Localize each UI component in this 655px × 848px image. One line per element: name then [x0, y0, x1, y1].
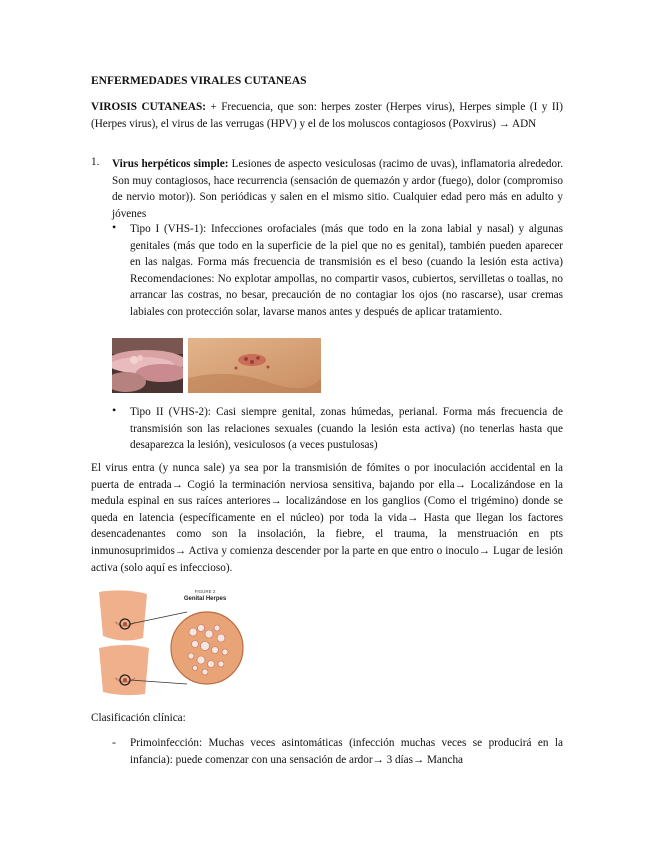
item1-lead: Virus herpéticos simple:	[112, 158, 229, 170]
intro-text: + Frecuencia, que son: herpes zoster (Herpes virus), Herpes simple (I y II) (Herpes virus), el virus de las verrugas (HPV) y el de los moluscos contagiosos (Poxvirus) → ADN	[91, 101, 564, 130]
list-number-1: 1.	[91, 156, 100, 168]
primo-paragraph: Primoinfección: Muchas veces asintomáticas (infección muchas veces se producirá en la infancia): puede comenzar con una sensación de ardor→ 3 días→ Mancha	[130, 737, 563, 766]
dash-primo: -	[112, 735, 116, 749]
tipo2-paragraph: Tipo II (VHS-2): Casi siempre genital, zonas húmedas, perianal. Forma más frecuencia de transmisión son las relaciones sexuales (cuando la lesión esta activa) (no tenerlas hasta que desaparezca la lesión), vesiculosos (a veces pustulosas)	[130, 406, 563, 452]
tipo1-paragraph: Tipo I (VHS-1): Infecciones orofaciales (más que todo en la zona labial y nasal) y algunas genitales (más que todo en la superficie de la piel que no es genital), también pueden aparecer en las nalgas. Forma más frecuencia de transmisión es el beso (cuando la lesión esta activa) Recomendaciones: No explotar ampollas, no compartir vasos, cubiertos, servilletas o toallas, no arrancar las costras, no besar, precaución de no contagiar los ojos (no rascarse), usar cremas labiales con protección solar, lavarse manos antes y después de aplicar tratamiento.	[130, 223, 563, 318]
item1-paragraph	[112, 156, 563, 222]
bullet-tipo1: •	[112, 220, 117, 234]
intro-lead: VIROSIS CUTANEAS:	[91, 101, 206, 113]
diagram-label: Genital Herpes	[183, 596, 227, 602]
clasificacion-heading: Clasificación clínica:	[91, 712, 186, 724]
diagram-figure-label: FIGURE 2	[194, 589, 216, 594]
virus-paragraph: El virus entra (y nunca sale) ya sea por la transmisión de fómites o por inoculación accidental en la puerta de entrada→ Cogió la terminación nerviosa sensitiva, bajando por ella→ Localizándose en la medula espinal en sus raíces anteriores→ localizándose en los ganglios (Como el trigémino) donde se queda en latencia (específicamente en el núcleo) por toda la vida→ Hasta que llegan los factores desencadenantes como son la insolación, la fiebre, el trauma, la menstruación en pts inmunosuprimidos→ Activa y comienza descender por la parte en que entro o inoculo→ Lugar de lesión activa (solo aquí es infeccioso).	[91, 462, 563, 574]
lip-herpes-photo	[112, 338, 183, 393]
item1-text: Lesiones de aspecto vesiculosas (racimo de uvas), inflamatoria alrededor. Son muy contagiosos, hace recurrencia (sensación de quemazón y ardor (fuego), dolor (compromiso de nervio motor)). Son periódicas y salen en el mismo sitio. Cualquier edad pero más en adulto y jóvenes	[112, 158, 564, 220]
bullet-tipo2: •	[112, 403, 117, 417]
skin-herpes-photo	[188, 338, 321, 393]
intro-paragraph	[91, 99, 563, 132]
genital-herpes-diagram	[95, 586, 246, 697]
document-title: ENFERMEDADES VIRALES CUTANEAS	[91, 75, 307, 87]
